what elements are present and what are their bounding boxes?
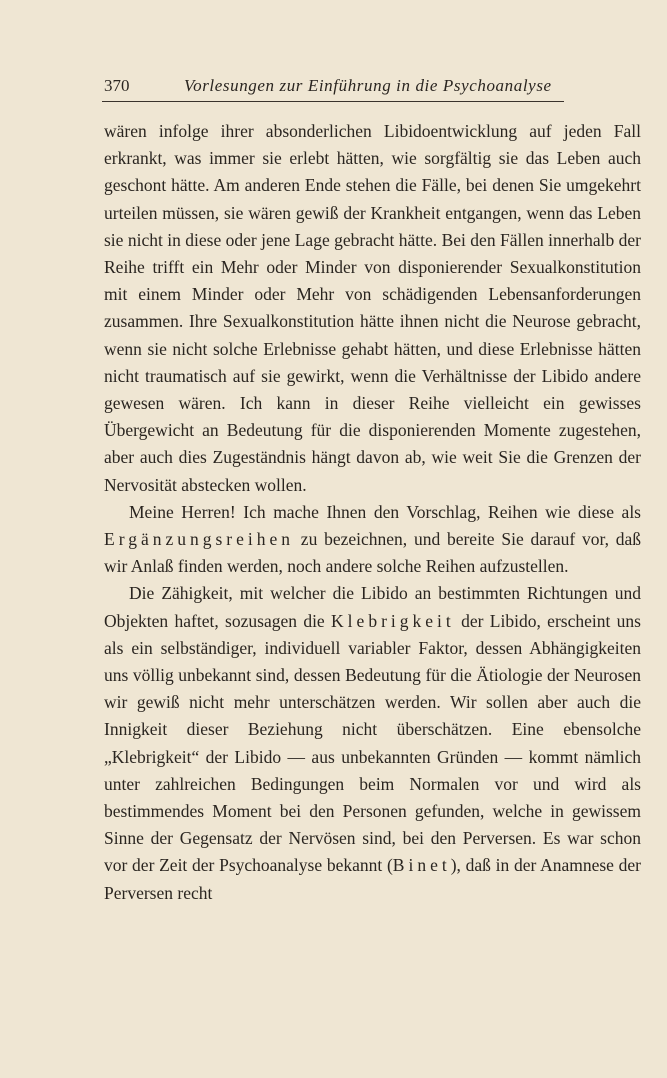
- paragraph-1: [104, 118, 641, 499]
- spaced-term-klebrigkeit: Klebrigkeit: [331, 610, 455, 631]
- paragraph-2-text-b: zu bezeichnen, und bereite Sie darauf vor, daß wir Anlaß finden werden, noch andere solche Reihen aufzustellen.: [104, 529, 641, 577]
- paragraph-2-text-a: Meine Herren! Ich mache Ihnen den Vorschlag, Reihen wie diese als: [129, 501, 641, 522]
- paragraph-1-text: wären infolge ihrer absonderlichen Libidoentwicklung auf jeden Fall erkrankt, was immer sie erlebt hätten, wie sorgfältig sie das Leben auch geschont hätte. Am anderen Ende stehen die Fälle, bei denen Sie umgekehrt urteilen müssen, sie wären gewiß der Krankheit entgangen, wenn das Leben sie nicht in diese oder jene Lage gebracht hätte. Bei den Fällen innerhalb der Reihe trifft ein Mehr oder Minder von disponierender Sexualkonstitution mit einem Minder oder Mehr von schädigenden Lebensanforderungen zusammen. Ihre Sexualkonstitution hätte ihnen nicht die Neurose gebracht, wenn sie nicht solche Erlebnisse gehabt hätten, und diese Erlebnisse hätten nicht traumatisch auf sie gewirkt, wenn die Verhältnisse der Libido andere gewesen wären. Ich kann in dieser Reihe vielleicht ein gewisses Übergewicht an Bedeutung für die disponierenden Momente zugestehen, aber auch dies Zugeständnis hängt davon ab, wie weit Sie die Grenzen der Nervosität abstecken wollen.: [104, 121, 641, 495]
- paragraph-3-text-a: Die Zähigkeit, mit welcher die Libido an bestimmten Richtungen und Objekten haftet, sozusagen die: [104, 583, 641, 631]
- paragraph-3: [104, 580, 641, 906]
- paragraph-2: [104, 499, 641, 581]
- spaced-term-binet: Binet: [392, 855, 451, 876]
- running-title: Vorlesungen zur Einführung in die Psychoanalyse: [184, 76, 552, 95]
- page-number: 370: [104, 76, 130, 95]
- header-rule: [102, 101, 564, 102]
- body-text: [104, 118, 641, 907]
- paragraph-3-text-c: ), daß in der Anamnese der Perversen recht: [104, 855, 641, 903]
- paragraph-3-text-b: der Libido, erscheint uns als ein selbständiger, individuell variabler Faktor, dessen Abhängigkeiten uns völlig unbekannt sind, dessen Bedeutung für die Ätiologie der Neurosen wir gewiß nicht mehr unterschätzen werden. Wir sollen aber auch die Innigkeit dieser Beziehung nicht überschätzen. Eine ebensolche „Klebrigkeit“ der Libido — aus unbekannten Gründen — kommt nämlich unter zahlreichen Bedingungen beim Normalen vor und wird als bestimmendes Moment bei den Personen gefunden, welche in gewissem Sinne der Gegensatz der Nervösen sind, bei den Perversen. Es war schon vor der Zeit der Psychoanalyse bekannt (: [104, 610, 641, 876]
- spaced-term-ergaenzungsreihen: Ergänzungsreihen: [104, 529, 295, 550]
